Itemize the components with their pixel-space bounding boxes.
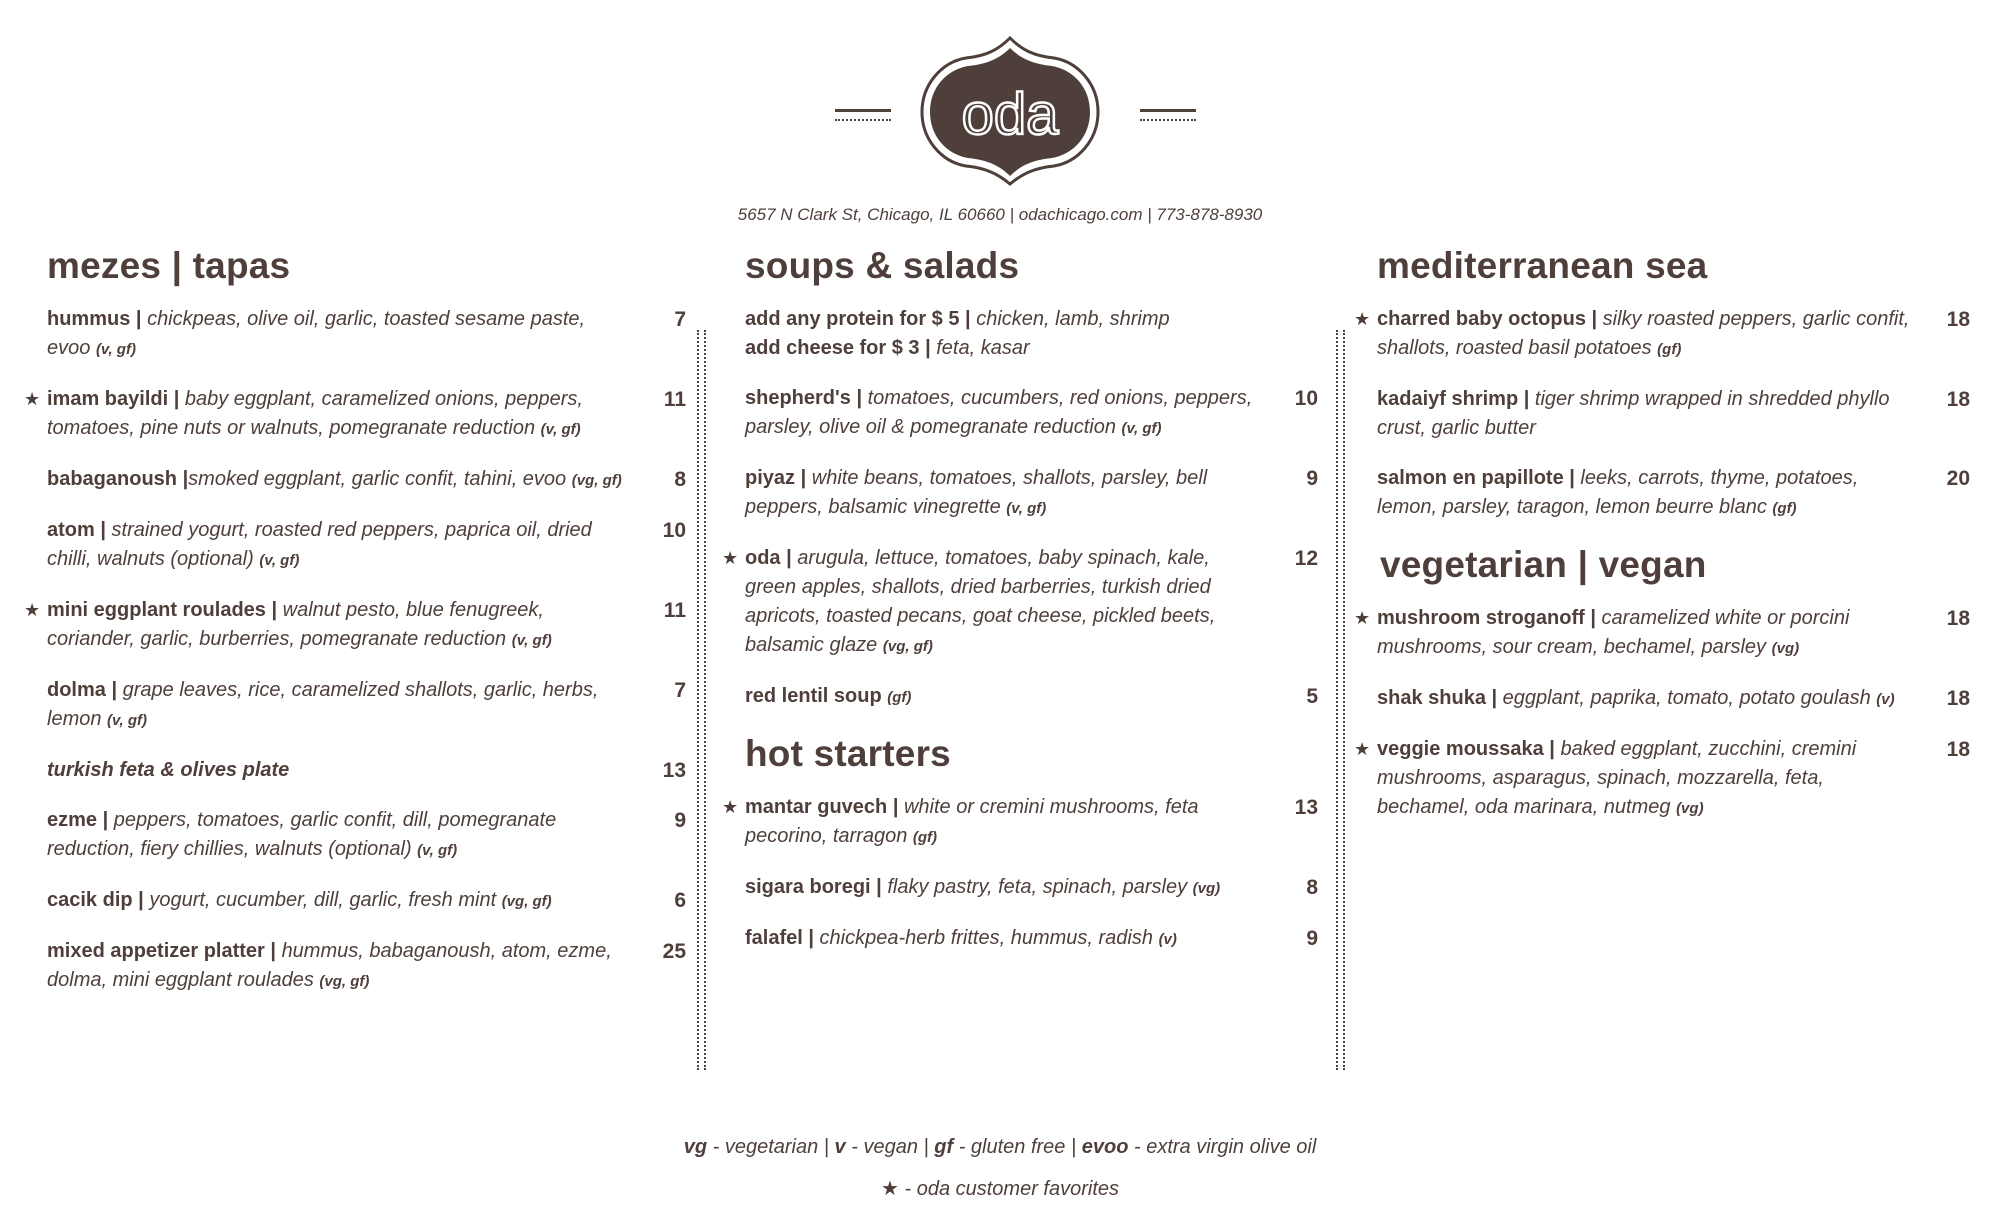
item-description: grape leaves, rice, caramelized shallots, garlic, herbs, lemon — [47, 679, 599, 730]
item-description: baked eggplant, zucchini, cremini mushrooms, asparagus, spinach, mozzarella, feta, bechamel, oda marinara, nutmeg — [1377, 738, 1857, 818]
menu-item — [720, 682, 1320, 712]
footer-legend: vg - vegetarian | v - vegan | gf - gluten free | evoo - extra virgin olive oil — [683, 1136, 1317, 1158]
item-description: white beans, tomatoes, shallots, parsley, bell peppers, balsamic vinegrette — [745, 467, 1208, 518]
item-diet-tag: (vg, gf) — [571, 472, 622, 489]
item-name: shepherd's — [745, 387, 851, 409]
star-icon: ★ — [24, 600, 41, 620]
item-separator: | — [1485, 687, 1503, 709]
item-separator: | — [177, 468, 189, 490]
menu-item — [720, 464, 1320, 523]
item-price: 11 — [663, 599, 686, 622]
footer-favorites — [600, 1176, 1400, 1201]
legend-text: - gluten free — [953, 1136, 1066, 1158]
star-icon: ★ — [1354, 608, 1371, 628]
addon-description: chicken, lamb, shrimp — [976, 308, 1170, 330]
item-name: charred baby octopus — [1377, 308, 1586, 330]
item-description: silky roasted peppers, garlic confit, shallots, roasted basil potatoes — [1377, 308, 1910, 359]
item-price: 10 — [1294, 387, 1318, 410]
column-sea — [1352, 245, 1972, 844]
item-price: 18 — [1946, 388, 1970, 411]
item-separator: | — [168, 388, 185, 410]
item-diet-tag: (vg) — [1771, 640, 1800, 657]
column-mezes — [22, 245, 688, 1017]
logo-line-right — [1140, 109, 1196, 112]
menu-item — [1352, 385, 1972, 443]
addon-description: feta, kasar — [936, 337, 1030, 359]
item-description: strained yogurt, roasted red peppers, paprica oil, dried chilli, walnuts (optional) — [47, 519, 592, 570]
item-separator: | — [97, 809, 114, 831]
item-diet-tag: (v, gf) — [1006, 500, 1047, 517]
item-diet-tag: (v) — [1876, 691, 1895, 708]
legend-text: - extra virgin olive oil — [1128, 1136, 1317, 1158]
item-price: 12 — [1294, 547, 1318, 570]
item-separator: | — [780, 547, 798, 569]
item-separator: | — [795, 467, 812, 489]
addon-name: add cheese for $ 3 — [745, 337, 920, 359]
item-price: 20 — [1946, 467, 1970, 490]
item-separator: | — [802, 927, 820, 949]
item-separator: | — [1543, 738, 1561, 760]
item-name: babaganoush — [47, 468, 178, 490]
item-diet-tag: (v, gf) — [511, 632, 552, 649]
item-separator: | — [850, 387, 868, 409]
star-icon: ★ — [1354, 309, 1371, 329]
item-price: 13 — [1294, 796, 1318, 819]
addon-line — [720, 334, 1320, 363]
item-name: mini eggplant roulades — [47, 599, 266, 621]
item-name: turkish feta & olives plate — [47, 759, 290, 781]
menu-item — [22, 886, 688, 916]
item-diet-tag: (vg) — [1192, 880, 1221, 897]
menu-item — [22, 676, 688, 735]
menu-item — [22, 465, 688, 495]
item-price: 18 — [1946, 687, 1970, 710]
item-price: 8 — [1306, 876, 1318, 899]
item-description: hummus, babaganoush, atom, ezme, dolma, mini eggplant roulades — [47, 940, 612, 991]
menu-item — [22, 596, 688, 655]
item-price: 18 — [1946, 607, 1970, 630]
item-name: mushroom stroganoff — [1377, 607, 1585, 629]
legend-abbr: v — [834, 1136, 846, 1158]
item-diet-tag: (v, gf) — [417, 842, 458, 859]
item-diet-tag: (gf) — [887, 689, 912, 706]
item-diet-tag: (v, gf) — [107, 712, 148, 729]
item-name: mantar guvech — [745, 796, 888, 818]
item-description: tomatoes, cucumbers, red onions, peppers, parsley, olive oil & pomegranate reduction — [745, 387, 1253, 438]
item-price: 5 — [1306, 685, 1318, 708]
item-price: 18 — [1946, 738, 1970, 761]
item-diet-tag: (v, gf) — [1121, 420, 1162, 437]
star-icon: ★ — [722, 548, 739, 568]
menu-item — [22, 516, 688, 575]
section-title-vegetarian: vegetarian | vegan — [1380, 544, 1707, 585]
item-name: oda — [745, 547, 781, 569]
oda-logo — [918, 36, 1102, 186]
item-diet-tag: (vg, gf) — [501, 893, 552, 910]
menu-item — [22, 385, 688, 444]
item-separator: | — [1585, 308, 1603, 330]
legend-abbr: gf — [934, 1136, 954, 1158]
item-description: white or cremini mushrooms, feta pecorino, tarragon — [745, 796, 1199, 847]
item-name: dolma — [47, 679, 106, 701]
logo-dots-right — [1140, 119, 1196, 121]
legend-abbr: evoo — [1081, 1136, 1129, 1158]
item-description: chickpeas, olive oil, garlic, toasted sesame paste, evoo — [47, 308, 586, 359]
item-name: atom — [47, 519, 95, 541]
favorites-text: - oda customer favorites — [898, 1178, 1120, 1200]
item-price: 6 — [674, 889, 686, 912]
item-name: piyaz — [745, 467, 796, 489]
item-description: walnut pesto, blue fenugreek, coriander, garlic, burberries, pomegranate reduction — [47, 599, 544, 650]
menu-item — [1352, 735, 1972, 823]
item-price: 18 — [1946, 308, 1970, 331]
item-separator: | — [870, 876, 888, 898]
item-diet-tag: (vg) — [1676, 800, 1704, 817]
item-name: salmon en papillote — [1377, 467, 1564, 489]
column-soups — [720, 245, 1320, 975]
star-icon: ★ — [880, 1178, 899, 1200]
logo-badge-icon — [918, 36, 1102, 186]
item-name: cacik dip — [47, 889, 133, 911]
item-name: imam bayildi — [47, 388, 169, 410]
logo-line-left — [835, 109, 891, 112]
item-diet-tag: (v, gf) — [259, 552, 300, 569]
item-separator: | — [132, 889, 150, 911]
item-name: sigara boregi — [745, 876, 871, 898]
item-separator: | — [130, 308, 148, 330]
item-separator: | — [887, 796, 904, 818]
menu-item — [1352, 604, 1972, 663]
item-separator: | — [1518, 388, 1535, 410]
item-name: hummus — [47, 308, 131, 330]
item-diet-tag: (v, gf) — [540, 421, 581, 438]
item-description: leeks, carrots, thyme, potatoes, lemon, parsley, taragon, lemon beurre blanc — [1377, 467, 1859, 518]
item-price: 8 — [674, 468, 686, 491]
item-diet-tag: (gf) — [912, 829, 938, 846]
column-divider-left — [697, 330, 706, 1070]
menu-item — [720, 384, 1320, 443]
item-separator: | — [105, 679, 123, 701]
item-price: 9 — [674, 809, 686, 832]
item-description: flaky pastry, feta, spinach, parsley — [887, 876, 1188, 898]
menu-item — [720, 873, 1320, 903]
item-diet-tag: (v) — [1158, 931, 1177, 948]
item-description: smoked eggplant, garlic confit, tahini, evoo — [188, 468, 567, 490]
item-separator: | — [265, 599, 283, 621]
item-price: 9 — [1306, 927, 1318, 950]
item-price: 9 — [1306, 467, 1318, 490]
menu-item — [720, 793, 1320, 852]
menu-item — [22, 937, 688, 996]
item-price: 25 — [662, 940, 686, 963]
item-description: baby eggplant, caramelized onions, peppers, tomatoes, pine nuts or walnuts, pomegranate reduction — [47, 388, 583, 439]
item-description: peppers, tomatoes, garlic confit, dill, pomegranate reduction, fiery chillies, walnuts (optional) — [47, 809, 557, 860]
star-icon: ★ — [24, 389, 41, 409]
legend-text: - vegan — [845, 1136, 918, 1158]
item-description: chickpea-herb frittes, hummus, radish — [819, 927, 1153, 949]
logo-dots-left — [835, 119, 891, 121]
menu-item — [1352, 684, 1972, 714]
address-line: 5657 N Clark St, Chicago, IL 60660 | odachicago.com | 773-878-8930 — [737, 205, 1263, 224]
item-price: 10 — [662, 519, 686, 542]
menu-item — [22, 305, 688, 364]
item-diet-tag: (gf) — [1657, 341, 1682, 358]
menu-item — [720, 924, 1320, 954]
addon-line — [720, 305, 1320, 334]
section-title-hot-starters: hot starters — [745, 733, 951, 774]
menu-item — [22, 756, 688, 785]
legend-text: - vegetarian — [707, 1136, 819, 1158]
item-diet-tag: (vg, gf) — [319, 973, 370, 990]
item-separator: | — [94, 519, 112, 541]
item-separator: | — [959, 308, 977, 330]
item-separator: | — [1584, 607, 1602, 629]
legend-abbr: vg — [683, 1136, 708, 1158]
item-name: red lentil soup — [745, 685, 882, 707]
star-icon: ★ — [1354, 739, 1371, 759]
item-price: 13 — [662, 759, 686, 782]
item-description: yogurt, cucumber, dill, garlic, fresh mint — [149, 889, 497, 911]
section-title-soups: soups & salads — [745, 245, 1020, 286]
menu-item — [1352, 464, 1972, 523]
logo-text: oda — [961, 82, 1059, 147]
item-price: 7 — [674, 308, 686, 331]
item-description: eggplant, paprika, tomato, potato goulash — [1502, 687, 1871, 709]
item-diet-tag: (v, gf) — [95, 341, 136, 358]
menu-item — [720, 544, 1320, 661]
item-name: veggie moussaka — [1377, 738, 1544, 760]
item-description: caramelized white or porcini mushrooms, sour cream, bechamel, parsley — [1377, 607, 1850, 658]
item-price: 7 — [674, 679, 686, 702]
item-name: kadaiyf shrimp — [1377, 388, 1519, 410]
item-name: mixed appetizer platter — [47, 940, 265, 962]
item-diet-tag: (vg, gf) — [882, 638, 933, 655]
item-separator: | — [919, 337, 937, 359]
section-title-mezes: mezes | tapas — [47, 245, 291, 286]
item-description: tiger shrimp wrapped in shredded phyllo crust, garlic butter — [1377, 388, 1890, 439]
addon-name: add any protein for $ 5 — [745, 308, 960, 330]
item-price: 11 — [663, 388, 686, 411]
menu-item — [22, 806, 688, 865]
item-diet-tag: (gf) — [1772, 500, 1797, 517]
item-separator: | — [264, 940, 282, 962]
section-title-sea: mediterranean sea — [1377, 245, 1708, 286]
item-description: arugula, lettuce, tomatoes, baby spinach, kale, green apples, shallots, dried barberries, turkish dried apricots, toasted pecans, goat cheese, pickled beets, balsamic glaze — [745, 547, 1216, 656]
item-name: falafel — [745, 927, 803, 949]
column-divider-right — [1336, 330, 1345, 1070]
star-icon: ★ — [722, 797, 739, 817]
item-separator: | — [1563, 467, 1581, 489]
menu-item — [1352, 305, 1972, 364]
item-name: ezme — [47, 809, 98, 831]
item-name: shak shuka — [1377, 687, 1486, 709]
